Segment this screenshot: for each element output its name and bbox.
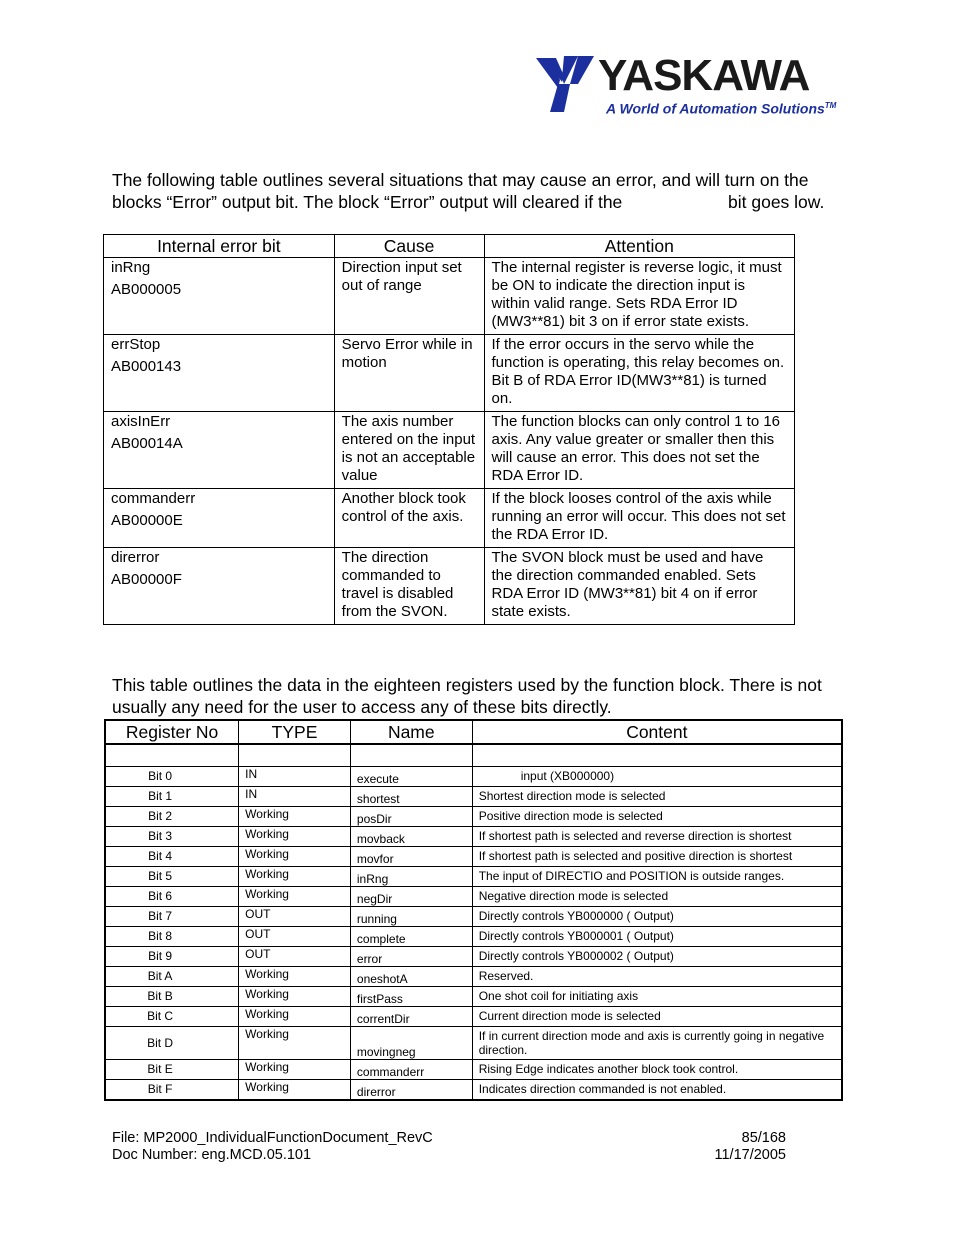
- content-cell: Rising Edge indicates another block took control.: [472, 1059, 842, 1079]
- cause-cell: Direction input set out of range: [334, 258, 484, 335]
- name-cell: posDir: [350, 806, 472, 826]
- type-cell: Working: [239, 1059, 351, 1079]
- table-row: [104, 335, 795, 412]
- register-no-cell: Bit B: [105, 986, 239, 1006]
- register-table: [104, 719, 843, 1101]
- error-bit-cell: direrror AB00000F: [104, 548, 335, 625]
- type-cell: Working: [239, 806, 351, 826]
- type-cell: Working: [239, 846, 351, 866]
- content-cell: If shortest path is selected and positive direction is shortest: [472, 846, 842, 866]
- table-header-row: [105, 720, 842, 744]
- register-no-cell: Bit 4: [105, 846, 239, 866]
- table-row-empty: [105, 744, 842, 766]
- column-header: Internal error bit: [104, 235, 335, 258]
- table-row: [105, 946, 842, 966]
- error-bit-cell: axisInErr AB00014A: [104, 412, 335, 489]
- register-no-cell: Bit 1: [105, 786, 239, 806]
- register-no-cell: Bit 2: [105, 806, 239, 826]
- content-cell: Shortest direction mode is selected: [472, 786, 842, 806]
- empty-cell: [239, 744, 351, 766]
- logo-tagline: A World of Automation Solutions™: [606, 100, 837, 117]
- table-row: [105, 1026, 842, 1059]
- type-cell: Working: [239, 966, 351, 986]
- type-cell: Working: [239, 866, 351, 886]
- register-no-cell: Bit F: [105, 1079, 239, 1100]
- table-row: [105, 1059, 842, 1079]
- content-cell: The input of DIRECTIO and POSITION is outside ranges.: [472, 866, 842, 886]
- content-cell: Directly controls YB000002 ( Output): [472, 946, 842, 966]
- name-cell: correntDir: [350, 1006, 472, 1026]
- table-row: [105, 866, 842, 886]
- type-cell: IN: [239, 786, 351, 806]
- table-row: [105, 806, 842, 826]
- name-cell: shortest: [350, 786, 472, 806]
- column-header: Content: [472, 720, 842, 744]
- table-row: [105, 906, 842, 926]
- table-row: [104, 412, 795, 489]
- error-bit-cell: errStop AB000143: [104, 335, 335, 412]
- column-header: Cause: [334, 235, 484, 258]
- footer: [112, 1130, 786, 1164]
- internal-error-table: [103, 234, 795, 625]
- name-cell: movfor: [350, 846, 472, 866]
- name-cell: oneshotA: [350, 966, 472, 986]
- attention-cell: The SVON block must be used and have the direction commanded enabled. Sets RDA Error ID (MW3**81) bit 4 on if error state exists.: [484, 548, 794, 625]
- name-cell: movback: [350, 826, 472, 846]
- empty-cell: [472, 744, 842, 766]
- name-cell: firstPass: [350, 986, 472, 1006]
- attention-cell: If the error occurs in the servo while the function is operating, this relay becomes on. Bit B of RDA Error ID(MW3**81) is turned on.: [484, 335, 794, 412]
- type-cell: Working: [239, 826, 351, 846]
- cause-cell: Servo Error while in motion: [334, 335, 484, 412]
- register-no-cell: Bit D: [105, 1026, 239, 1059]
- type-cell: OUT: [239, 946, 351, 966]
- empty-cell: [350, 744, 472, 766]
- cause-cell: Another block took control of the axis.: [334, 489, 484, 548]
- type-cell: OUT: [239, 926, 351, 946]
- name-cell: error: [350, 946, 472, 966]
- table-row: [105, 786, 842, 806]
- name-cell: direrror: [350, 1079, 472, 1100]
- table-row: [105, 926, 842, 946]
- footer-date: 11/17/2005: [714, 1147, 786, 1163]
- content-cell: Indicates direction commanded is not enabled.: [472, 1079, 842, 1100]
- footer-doc-number: Doc Number: eng.MCD.05.101: [112, 1147, 312, 1163]
- content-cell: Directly controls YB000000 ( Output): [472, 906, 842, 926]
- logo-wordmark: YASKAWA: [598, 51, 810, 100]
- register-no-cell: Bit 9: [105, 946, 239, 966]
- register-no-cell: Bit 5: [105, 866, 239, 886]
- column-header: Register No: [105, 720, 239, 744]
- content-cell: Directly controls YB000001 ( Output): [472, 926, 842, 946]
- table-row: [104, 258, 795, 335]
- register-no-cell: Bit 8: [105, 926, 239, 946]
- column-header: Attention: [484, 235, 794, 258]
- name-cell: commanderr: [350, 1059, 472, 1079]
- type-cell: Working: [239, 1026, 351, 1059]
- content-cell: One shot coil for initiating axis: [472, 986, 842, 1006]
- name-cell: complete: [350, 926, 472, 946]
- type-cell: OUT: [239, 906, 351, 926]
- content-cell: input (XB000000): [472, 766, 842, 786]
- type-cell: Working: [239, 986, 351, 1006]
- type-cell: Working: [239, 1079, 351, 1100]
- empty-cell: [105, 744, 239, 766]
- type-cell: Working: [239, 1006, 351, 1026]
- content-cell: Negative direction mode is selected: [472, 886, 842, 906]
- yaskawa-emblem-icon: [534, 54, 600, 114]
- error-bit-cell: commanderr AB00000E: [104, 489, 335, 548]
- table-row: [105, 986, 842, 1006]
- attention-cell: The function blocks can only control 1 to 16 axis. Any value greater or smaller then this will cause an error. This does not set the RDA Error ID.: [484, 412, 794, 489]
- register-no-cell: Bit E: [105, 1059, 239, 1079]
- table-header-row: [104, 235, 795, 258]
- attention-cell: If the block looses control of the axis while running an error will occur. This does not set the RDA Error ID.: [484, 489, 794, 548]
- name-cell: execute: [350, 766, 472, 786]
- content-cell: If shortest path is selected and reverse direction is shortest: [472, 826, 842, 846]
- content-cell: Reserved.: [472, 966, 842, 986]
- name-cell: running: [350, 906, 472, 926]
- register-no-cell: Bit 3: [105, 826, 239, 846]
- content-cell: If in current direction mode and axis is currently going in negative direction.: [472, 1026, 842, 1059]
- footer-file: File: MP2000_IndividualFunctionDocument_RevC: [112, 1130, 433, 1146]
- type-cell: IN: [239, 766, 351, 786]
- content-cell: Current direction mode is selected: [472, 1006, 842, 1026]
- register-no-cell: Bit 6: [105, 886, 239, 906]
- name-cell: movingneg: [350, 1026, 472, 1059]
- yaskawa-logo: [534, 51, 837, 122]
- table-row: [105, 886, 842, 906]
- table-row: [105, 1079, 842, 1100]
- register-no-cell: Bit 7: [105, 906, 239, 926]
- cause-cell: The direction commanded to travel is disabled from the SVON.: [334, 548, 484, 625]
- cause-cell: The axis number entered on the input is not an acceptable value: [334, 412, 484, 489]
- type-cell: Working: [239, 886, 351, 906]
- content-cell: Positive direction mode is selected: [472, 806, 842, 826]
- name-cell: inRng: [350, 866, 472, 886]
- table-row: [105, 826, 842, 846]
- attention-cell: The internal register is reverse logic, it must be ON to indicate the direction input is within valid range. Sets RDA Error ID (MW3**81) bit 3 on if error state exists.: [484, 258, 794, 335]
- table-row: [105, 846, 842, 866]
- error-table-intro: The following table outlines several situations that may cause an error, and will turn on the blocks “Error” output bit. The block “Error” output will cleared if the bit goes low.: [112, 170, 825, 212]
- error-bit-cell: inRng AB000005: [104, 258, 335, 335]
- register-no-cell: Bit A: [105, 966, 239, 986]
- register-table-intro: This table outlines the data in the eighteen registers used by the function block. There is not usually any need for the user to access any of these bits directly.: [112, 675, 822, 717]
- table-row: [104, 548, 795, 625]
- footer-right: [715, 1130, 787, 1164]
- table-row: [105, 766, 842, 786]
- register-no-cell: Bit 0: [105, 766, 239, 786]
- column-header: Name: [350, 720, 472, 744]
- column-header: TYPE: [239, 720, 351, 744]
- table-row: [104, 489, 795, 548]
- table-row: [105, 1006, 842, 1026]
- table-row: [105, 966, 842, 986]
- name-cell: negDir: [350, 886, 472, 906]
- register-no-cell: Bit C: [105, 1006, 239, 1026]
- footer-page-number: 85/168: [741, 1130, 786, 1146]
